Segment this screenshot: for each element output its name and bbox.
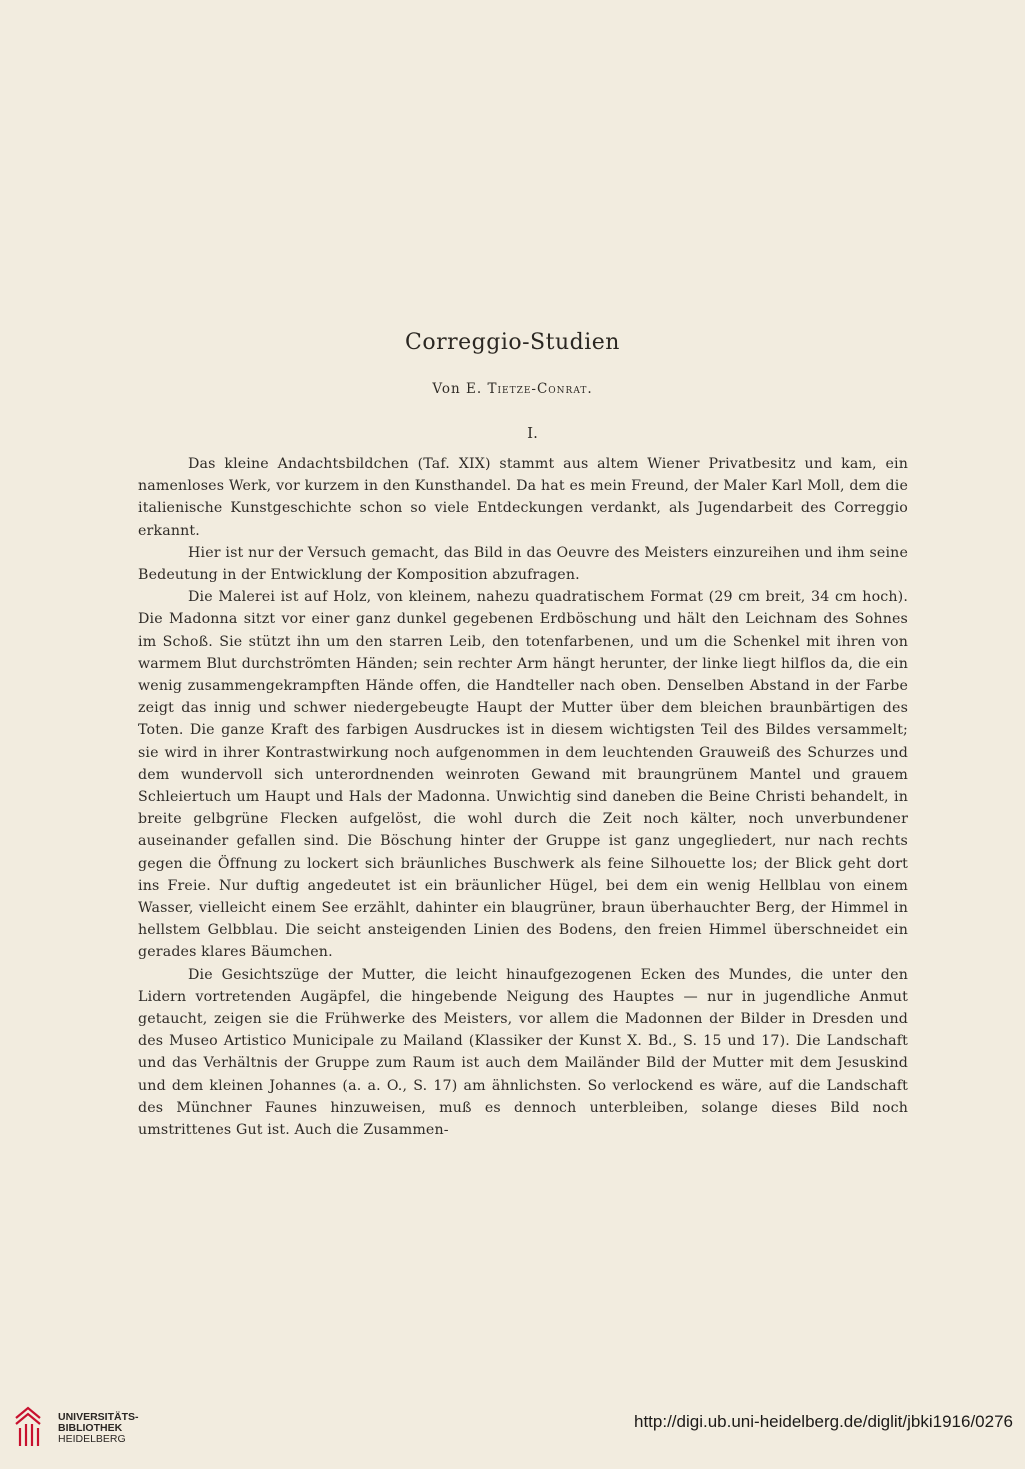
ub-heidelberg-logo-icon bbox=[12, 1404, 42, 1448]
article-author bbox=[0, 381, 1025, 397]
library-name bbox=[58, 1412, 139, 1445]
source-url-link[interactable]: http://digi.ub.uni-heidelberg.de/diglit/jbki1916/0276 bbox=[634, 1412, 1013, 1431]
library-line-1: UNIVERSITÄTS- bbox=[58, 1411, 139, 1423]
library-line-2: BIBLIOTHEK bbox=[58, 1422, 123, 1434]
paragraph: Das kleine Andachtsbildchen (Taf. XIX) stammt aus altem Wiener Privatbesitz und kam, ein namenloses Werk, vor kurzem in den Kunsthandel. Da hat es mein Freund, der Maler Karl Moll, dem die italienische Kunstgeschichte schon so viele Entdeckungen verdankt, als Jugendarbeit des Correggio erkannt. bbox=[138, 456, 908, 539]
paragraph: Die Malerei ist auf Holz, von kleinem, nahezu quadratischem Format (29 cm breit, 34 cm hoch). Die Madonna sitzt vor einer ganz dunkel gegebenen Erdböschung und hält den Leichnam des Sohnes im Schoß. Sie stützt ihn um den starren Leib, den totenfarbenen, und um die Schenkel mit ihren von warmem Blut durchströmten Händen; sein rechter Arm hängt herunter, der linke liegt hilflos da, die ein wenig zusammengekrampften Hände offen, die Handteller nach oben. Denselben Abstand in der Farbe zeigt das innig und schwer niedergebeugte Haupt der Mutter über dem bleichen braunbärtigen des Toten. Die ganze Kraft des farbigen Ausdruckes ist in diesem wichtigsten Teil des Bildes versammelt; sie wird in ihrer Kontrastwirkung noch aufgenommen in dem leuchtenden Grauweiß des Schurzes und dem wundervoll sich unterordnenden weinroten Gewand mit braungrünem Mantel und grauem Schleiertuch um Haupt und Hals der Madonna. Unwichtig sind daneben die Beine Christi behandelt, in breite gelbgrüne Flecken aufgelöst, die wohl durch die Zeit noch kälter, noch unverbundener auseinander gefallen sind. Die Böschung hinter der Gruppe ist ganz ungegliedert, nur nach rechts gegen die Öffnung zu lockert sich bräunliches Buschwerk als feine Silhouette los; der Blick geht dort ins Freie. Nur duftig angedeutet ist ein bräunlicher Hügel, bei dem ein wenig Hellblau von einem Wasser, vielleicht einem See erzählt, dahinter ein blaugrüner, braun überhauchter Berg, der Himmel in hellstem Gelbblau. Die seicht ansteigenden Linien des Bodens, den freien Himmel überschneidet ein gerades klares Bäumchen. bbox=[138, 589, 908, 961]
paragraph: Hier ist nur der Versuch gemacht, das Bild in das Oeuvre des Meisters einzureihen und ihm seine Bedeutung in der Entwicklung der Komposition abzufragen. bbox=[138, 544, 908, 584]
library-line-3: HEIDELBERG bbox=[58, 1433, 126, 1445]
page-footer bbox=[0, 1400, 1025, 1469]
article-title: Correggio-Studien bbox=[405, 330, 620, 355]
author-prefix: Von E. bbox=[432, 381, 488, 397]
article-body bbox=[138, 453, 908, 1141]
section-number: I. bbox=[527, 424, 538, 442]
paragraph: Die Gesichtszüge der Mutter, die leicht hinaufgezogenen Ecken des Mundes, die unter den Lidern vortretenden Augäpfel, die hingebende Neigung des Hauptes — nur in jugendliche Anmut getaucht, zeigen sie die Frühwerke des Meisters, vor allem die Madonnen der Bilder in Dresden und des Museo Artistico Municipale zu Mailand (Klassiker der Kunst X. Bd., S. 15 und 17). Die Landschaft und das Verhältnis der Gruppe zum Raum ist auch dem Mailänder Bild der Mutter mit dem Jesuskind und dem kleinen Johannes (a. a. O., S. 17) am ähnlichsten. So verlockend es wäre, auf die Landschaft des Münchner Faunes hinzuweisen, muß es dennoch unterbleiben, solange dieses Bild noch umstrittenes Gut ist. Auch die Zusammen- bbox=[138, 966, 908, 1139]
author-name: Tietze-Conrat. bbox=[487, 381, 593, 397]
